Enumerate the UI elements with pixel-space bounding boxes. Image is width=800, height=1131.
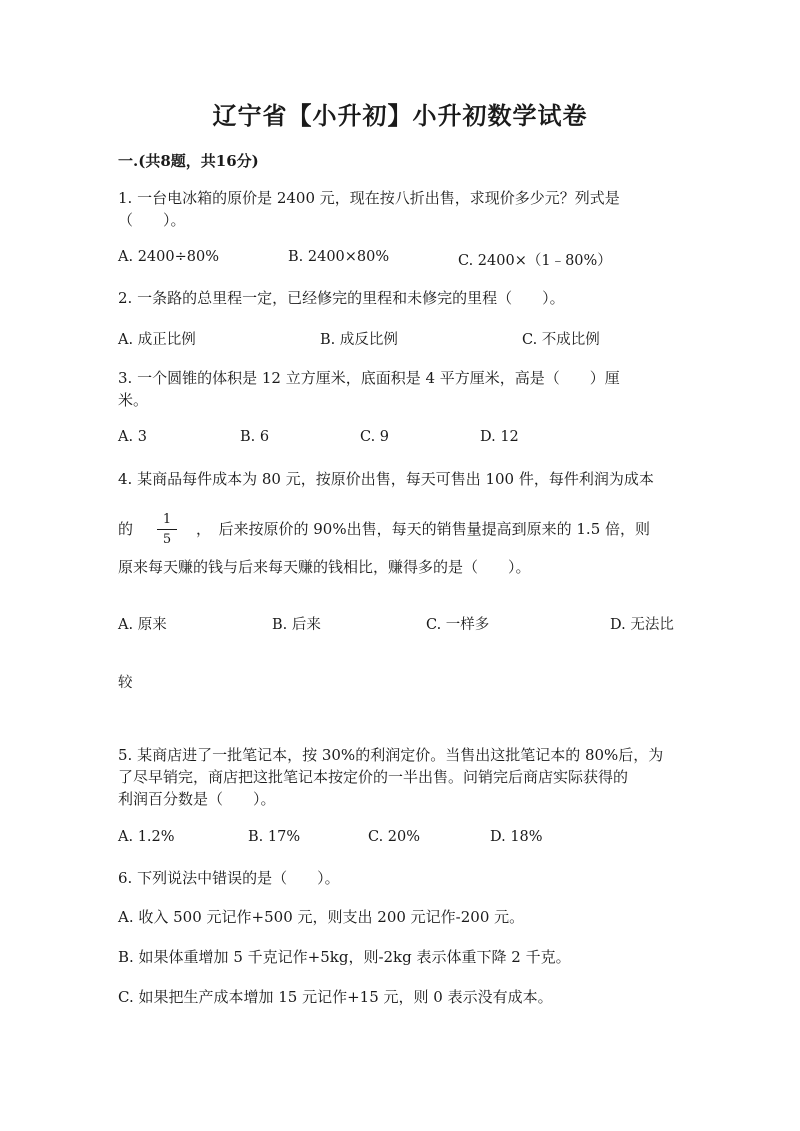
fraction-bar <box>157 529 177 530</box>
question-2-option-b: B. 成反比例 <box>320 332 398 348</box>
question-4-option-c: C. 一样多 <box>426 617 490 633</box>
question-6-option-b: B. 如果体重增加 5 千克记作+5kg，则-2kg 表示体重下降 2 千克。 <box>118 948 571 966</box>
fraction-numerator: 1 <box>162 512 172 527</box>
fraction-one-fifth <box>156 512 178 547</box>
fraction-denominator: 5 <box>162 532 172 547</box>
question-4-line-2-prefix: 的 <box>118 520 134 538</box>
question-2-option-c: C. 不成比例 <box>522 332 600 348</box>
question-3-option-b: B. 6 <box>240 429 270 445</box>
question-1-option-a: A. 2400÷80% <box>118 249 219 265</box>
question-6-line-1: 6. 下列说法中错误的是（ ）。 <box>118 869 340 887</box>
question-3-option-d: D. 12 <box>480 429 519 445</box>
question-5-line-1: 5. 某商店进了一批笔记本，按 30%的利润定价。当售出这批笔记本的 80%后，为 <box>118 746 664 764</box>
question-5-option-a: A. 1.2% <box>118 829 175 845</box>
question-4-option-d: D. 无法比 <box>610 617 674 633</box>
question-3-line-1: 3. 一个圆锥的体积是 12 立方厘米，底面积是 4 平方厘米，高是（ ）厘 <box>118 369 620 387</box>
question-2-option-a: A. 成正比例 <box>118 332 196 348</box>
question-1-option-c: C. 2400×（1﹣80%） <box>458 253 612 269</box>
question-2-line-1: 2. 一条路的总里程一定，已经修完的里程和未修完的里程（ ）。 <box>118 289 565 307</box>
question-5-line-3: 利润百分数是（ ）。 <box>118 790 276 808</box>
page-title: 辽宁省【小升初】小升初数学试卷 <box>212 101 588 130</box>
question-4-line-1: 4. 某商品每件成本为 80 元，按原价出售，每天可售出 100 件，每件利润为成本 <box>118 470 654 488</box>
question-1-line-1: 1. 一台电冰箱的原价是 2400 元，现在按八折出售，求现价多少元？列式是 <box>118 189 620 207</box>
question-6-option-c: C. 如果把生产成本增加 15 元记作+15 元，则 0 表示没有成本。 <box>118 988 553 1006</box>
question-4-option-a: A. 原来 <box>118 617 167 633</box>
question-3-option-c: C. 9 <box>360 429 390 445</box>
question-5-line-2: 了尽早销完，商店把这批笔记本按定价的一半出售。问销完后商店实际获得的 <box>118 768 629 786</box>
question-4-line-2-suffix: ， 后来按原价的 90%出售，每天的销售量提高到原来的 1.5 倍，则 <box>196 520 651 538</box>
section-heading: 一.(共8题，共16分) <box>118 152 259 170</box>
question-3-line-2: 米。 <box>118 391 149 409</box>
question-5-option-c: C. 20% <box>368 829 421 845</box>
question-6-option-a: A. 收入 500 元记作+500 元，则支出 200 元记作-200 元。 <box>118 908 525 926</box>
question-4-option-d-continued: 较 <box>118 675 133 691</box>
question-4-line-3: 原来每天赚的钱与后来每天赚的钱相比，赚得多的是（ ）。 <box>118 558 531 576</box>
question-5-option-b: B. 17% <box>248 829 301 845</box>
question-1-line-2: （ ）。 <box>118 211 186 229</box>
question-3-option-a: A. 3 <box>118 429 147 445</box>
question-4-option-b: B. 后来 <box>272 617 321 633</box>
question-5-option-d: D. 18% <box>490 829 543 845</box>
question-1-option-b: B. 2400×80% <box>288 249 390 265</box>
